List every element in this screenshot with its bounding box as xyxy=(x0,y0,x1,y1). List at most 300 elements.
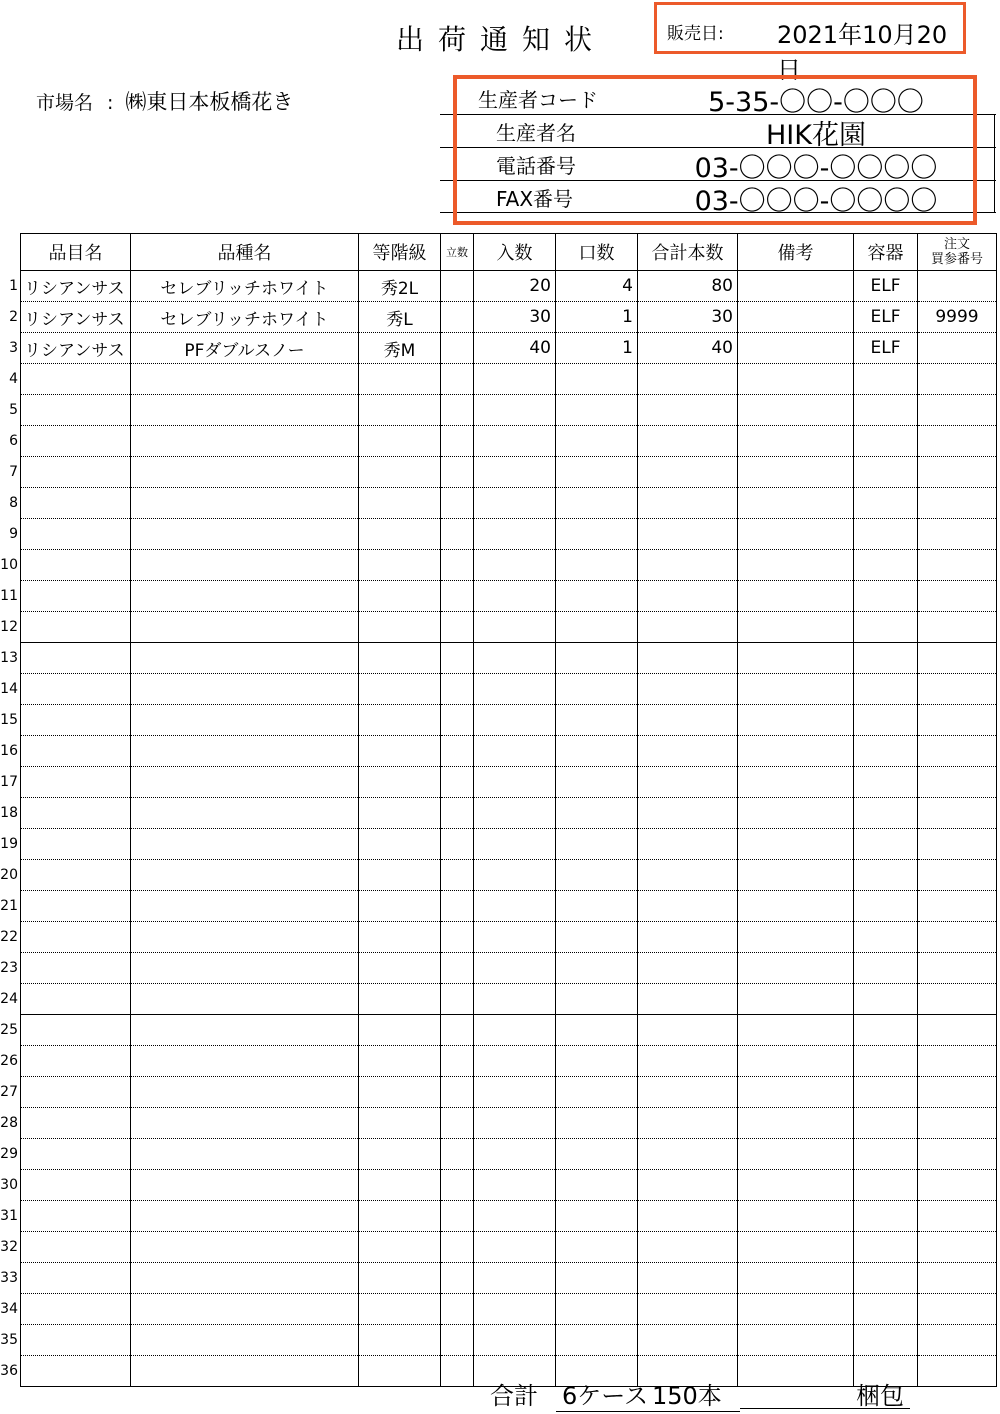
header-order-no-line: 買参番号 xyxy=(930,252,983,267)
row-variety xyxy=(131,395,359,426)
row-item xyxy=(21,705,131,736)
row-total xyxy=(638,550,738,581)
row-container xyxy=(854,674,918,705)
row-stand xyxy=(441,364,474,395)
row-number: 36 xyxy=(0,1362,18,1379)
row-stand xyxy=(441,922,474,953)
row-per-case xyxy=(474,1077,556,1108)
row-container xyxy=(854,395,918,426)
row-order-no xyxy=(918,1263,997,1294)
row-note xyxy=(738,302,854,333)
row-total xyxy=(638,643,738,674)
row-container xyxy=(854,550,918,581)
row-total: 30 xyxy=(638,302,738,333)
row-item: リシアンサス xyxy=(21,271,131,302)
table-row xyxy=(21,891,997,922)
header-variety: 品種名 xyxy=(131,234,359,271)
row-note xyxy=(738,1325,854,1356)
row-stand xyxy=(441,674,474,705)
row-variety xyxy=(131,736,359,767)
table-row xyxy=(21,705,997,736)
row-number: 22 xyxy=(0,928,18,945)
header-order-no xyxy=(918,234,997,271)
row-order-no xyxy=(918,1046,997,1077)
row-stand xyxy=(441,643,474,674)
row-grade xyxy=(359,829,441,860)
table-row xyxy=(21,1108,997,1139)
row-container xyxy=(854,488,918,519)
row-container xyxy=(854,953,918,984)
row-note xyxy=(738,860,854,891)
row-variety xyxy=(131,798,359,829)
row-order-no xyxy=(918,860,997,891)
row-number: 14 xyxy=(0,680,18,697)
row-stand xyxy=(441,1170,474,1201)
row-per-case xyxy=(474,705,556,736)
row-stand xyxy=(441,271,474,302)
row-container xyxy=(854,426,918,457)
table-row xyxy=(21,1201,997,1232)
row-item xyxy=(21,674,131,705)
table-row xyxy=(21,302,997,333)
row-note xyxy=(738,457,854,488)
row-stand xyxy=(441,829,474,860)
row-grade xyxy=(359,550,441,581)
row-variety xyxy=(131,705,359,736)
row-total xyxy=(638,395,738,426)
row-number: 19 xyxy=(0,835,18,852)
row-note xyxy=(738,1108,854,1139)
row-note xyxy=(738,612,854,643)
row-number: 29 xyxy=(0,1145,18,1162)
row-number: 8 xyxy=(9,494,18,511)
table-row xyxy=(21,1294,997,1325)
row-note xyxy=(738,767,854,798)
row-per-case xyxy=(474,798,556,829)
row-number: 6 xyxy=(9,432,18,449)
row-number: 23 xyxy=(0,959,18,976)
row-item xyxy=(21,550,131,581)
table-row xyxy=(21,1263,997,1294)
row-cases xyxy=(556,984,638,1015)
row-note xyxy=(738,922,854,953)
row-number: 7 xyxy=(9,463,18,480)
row-per-case xyxy=(474,767,556,798)
row-grade: 秀2L xyxy=(359,271,441,302)
row-number: 33 xyxy=(0,1269,18,1286)
row-container xyxy=(854,1139,918,1170)
table-row xyxy=(21,860,997,891)
row-stand xyxy=(441,1325,474,1356)
row-note xyxy=(738,984,854,1015)
row-variety xyxy=(131,426,359,457)
row-per-case xyxy=(474,1170,556,1201)
row-number: 30 xyxy=(0,1176,18,1193)
row-cases xyxy=(556,860,638,891)
market-line xyxy=(36,86,293,116)
row-order-no xyxy=(918,736,997,767)
row-per-case xyxy=(474,1263,556,1294)
row-total xyxy=(638,705,738,736)
row-container xyxy=(854,705,918,736)
row-note xyxy=(738,829,854,860)
row-cases xyxy=(556,426,638,457)
row-cases: 1 xyxy=(556,333,638,364)
row-order-no xyxy=(918,798,997,829)
row-order-no xyxy=(918,457,997,488)
row-grade xyxy=(359,1077,441,1108)
row-per-case xyxy=(474,643,556,674)
row-container: ELF xyxy=(854,302,918,333)
row-order-no xyxy=(918,643,997,674)
row-cases xyxy=(556,953,638,984)
row-grade xyxy=(359,364,441,395)
row-container xyxy=(854,984,918,1015)
row-variety xyxy=(131,643,359,674)
row-per-case xyxy=(474,612,556,643)
row-item xyxy=(21,1077,131,1108)
row-per-case xyxy=(474,953,556,984)
row-total xyxy=(638,612,738,643)
row-order-no xyxy=(918,271,997,302)
row-note xyxy=(738,891,854,922)
row-order-no xyxy=(918,333,997,364)
row-cases xyxy=(556,736,638,767)
row-grade xyxy=(359,705,441,736)
row-cases xyxy=(556,1046,638,1077)
row-container xyxy=(854,1232,918,1263)
row-variety xyxy=(131,1108,359,1139)
row-grade xyxy=(359,1015,441,1046)
fax-label: FAX番号 xyxy=(496,187,574,211)
row-number: 13 xyxy=(0,649,18,666)
row-container xyxy=(854,1263,918,1294)
row-order-no xyxy=(918,1015,997,1046)
row-item xyxy=(21,612,131,643)
row-grade xyxy=(359,1325,441,1356)
table-row xyxy=(21,395,997,426)
row-cases xyxy=(556,922,638,953)
row-grade xyxy=(359,767,441,798)
row-variety xyxy=(131,922,359,953)
row-number: 2 xyxy=(9,308,18,325)
producer-code-label: 生産者コード xyxy=(478,88,598,112)
row-stand xyxy=(441,302,474,333)
row-total xyxy=(638,1294,738,1325)
total-cases: 6ケース xyxy=(556,1376,662,1412)
row-variety xyxy=(131,457,359,488)
row-total xyxy=(638,860,738,891)
row-stand xyxy=(441,550,474,581)
header-order-no-line: 注文 xyxy=(943,237,970,252)
row-stand xyxy=(441,395,474,426)
row-stand xyxy=(441,488,474,519)
row-container xyxy=(854,519,918,550)
row-stand xyxy=(441,1201,474,1232)
row-variety xyxy=(131,612,359,643)
row-stand xyxy=(441,953,474,984)
row-total: 40 xyxy=(638,333,738,364)
row-per-case xyxy=(474,1232,556,1263)
row-total xyxy=(638,1015,738,1046)
row-per-case xyxy=(474,984,556,1015)
row-cases xyxy=(556,550,638,581)
row-number: 3 xyxy=(9,339,18,356)
row-note xyxy=(738,426,854,457)
table-row xyxy=(21,953,997,984)
row-order-no xyxy=(918,1108,997,1139)
row-cases xyxy=(556,1294,638,1325)
row-item xyxy=(21,488,131,519)
table-row xyxy=(21,767,997,798)
row-item xyxy=(21,767,131,798)
row-number: 24 xyxy=(0,990,18,1007)
row-stand xyxy=(441,1232,474,1263)
row-item xyxy=(21,1294,131,1325)
row-grade: 秀M xyxy=(359,333,441,364)
row-container xyxy=(854,612,918,643)
row-item xyxy=(21,984,131,1015)
row-per-case xyxy=(474,457,556,488)
header-stand: 立数 xyxy=(441,234,474,271)
row-order-no xyxy=(918,426,997,457)
row-stand xyxy=(441,736,474,767)
row-variety xyxy=(131,1170,359,1201)
row-total xyxy=(638,829,738,860)
row-total xyxy=(638,891,738,922)
row-per-case xyxy=(474,891,556,922)
row-total xyxy=(638,426,738,457)
row-stand xyxy=(441,705,474,736)
row-container xyxy=(854,829,918,860)
phone-value: 03-〇〇〇-〇〇〇〇 xyxy=(694,153,938,184)
table-row xyxy=(21,984,997,1015)
row-cases xyxy=(556,674,638,705)
row-per-case xyxy=(474,829,556,860)
row-note xyxy=(738,1356,854,1387)
row-stand xyxy=(441,1294,474,1325)
row-per-case xyxy=(474,364,556,395)
row-total xyxy=(638,953,738,984)
row-stand xyxy=(441,1108,474,1139)
row-total xyxy=(638,1046,738,1077)
row-cases xyxy=(556,1325,638,1356)
row-grade xyxy=(359,612,441,643)
row-stand xyxy=(441,860,474,891)
row-note xyxy=(738,1077,854,1108)
row-total xyxy=(638,457,738,488)
row-number: 25 xyxy=(0,1021,18,1038)
row-order-no xyxy=(918,364,997,395)
producer-highlight-box xyxy=(453,75,977,225)
row-number: 17 xyxy=(0,773,18,790)
row-cases xyxy=(556,519,638,550)
row-item xyxy=(21,1046,131,1077)
sale-date-label: 販売日: xyxy=(667,24,724,44)
phone-label: 電話番号 xyxy=(496,154,576,178)
row-stand xyxy=(441,581,474,612)
header-grade: 等階級 xyxy=(359,234,441,271)
row-number: 5 xyxy=(9,401,18,418)
row-order-no xyxy=(918,1201,997,1232)
row-number: 21 xyxy=(0,897,18,914)
row-grade xyxy=(359,922,441,953)
row-order-no xyxy=(918,984,997,1015)
row-item xyxy=(21,395,131,426)
row-container xyxy=(854,1325,918,1356)
row-number: 34 xyxy=(0,1300,18,1317)
row-order-no xyxy=(918,891,997,922)
row-grade xyxy=(359,643,441,674)
row-container xyxy=(854,891,918,922)
row-variety xyxy=(131,1294,359,1325)
row-container: ELF xyxy=(854,271,918,302)
row-grade xyxy=(359,984,441,1015)
table-row xyxy=(21,1046,997,1077)
row-variety xyxy=(131,1201,359,1232)
row-cases xyxy=(556,891,638,922)
row-grade xyxy=(359,1356,441,1387)
row-total xyxy=(638,736,738,767)
row-item: リシアンサス xyxy=(21,333,131,364)
row-container xyxy=(854,1046,918,1077)
row-grade xyxy=(359,1108,441,1139)
row-total xyxy=(638,1232,738,1263)
row-per-case xyxy=(474,488,556,519)
row-order-no xyxy=(918,1077,997,1108)
row-note xyxy=(738,550,854,581)
row-number: 12 xyxy=(0,618,18,635)
row-grade xyxy=(359,1263,441,1294)
row-item xyxy=(21,1263,131,1294)
table-row xyxy=(21,1170,997,1201)
sale-date-box xyxy=(654,2,966,84)
producer-name-label: 生産者名 xyxy=(496,121,576,145)
row-cases xyxy=(556,1232,638,1263)
row-per-case: 40 xyxy=(474,333,556,364)
header-note: 備考 xyxy=(738,234,854,271)
row-variety xyxy=(131,1015,359,1046)
row-per-case xyxy=(474,395,556,426)
row-order-no xyxy=(918,1294,997,1325)
row-number: 35 xyxy=(0,1331,18,1348)
row-container xyxy=(854,364,918,395)
row-item xyxy=(21,798,131,829)
table-row xyxy=(21,1325,997,1356)
row-note xyxy=(738,271,854,302)
row-variety xyxy=(131,767,359,798)
row-variety xyxy=(131,519,359,550)
row-note xyxy=(738,488,854,519)
row-number: 4 xyxy=(9,370,18,387)
row-grade xyxy=(359,1294,441,1325)
row-number: 26 xyxy=(0,1052,18,1069)
row-item xyxy=(21,922,131,953)
row-grade xyxy=(359,736,441,767)
row-per-case xyxy=(474,1139,556,1170)
row-order-no xyxy=(918,705,997,736)
row-note xyxy=(738,1232,854,1263)
row-stand xyxy=(441,1139,474,1170)
row-variety xyxy=(131,1046,359,1077)
row-stand xyxy=(441,1046,474,1077)
row-grade xyxy=(359,1201,441,1232)
header-item: 品目名 xyxy=(21,234,131,271)
row-total: 80 xyxy=(638,271,738,302)
row-note xyxy=(738,1201,854,1232)
row-variety xyxy=(131,488,359,519)
row-per-case xyxy=(474,1325,556,1356)
row-number: 9 xyxy=(9,525,18,542)
table-row xyxy=(21,643,997,674)
table-row xyxy=(21,550,997,581)
row-item xyxy=(21,1139,131,1170)
row-item xyxy=(21,860,131,891)
row-stand xyxy=(441,457,474,488)
row-item xyxy=(21,829,131,860)
row-cases xyxy=(556,1170,638,1201)
row-order-no xyxy=(918,550,997,581)
header-container: 容器 xyxy=(854,234,918,271)
row-stand xyxy=(441,767,474,798)
row-stand xyxy=(441,798,474,829)
table-header-row xyxy=(21,234,997,271)
row-per-case xyxy=(474,519,556,550)
table-row xyxy=(21,612,997,643)
row-stand xyxy=(441,426,474,457)
row-note xyxy=(738,643,854,674)
row-variety xyxy=(131,829,359,860)
row-item xyxy=(21,1325,131,1356)
row-number: 15 xyxy=(0,711,18,728)
header-per-case: 入数 xyxy=(474,234,556,271)
row-cases xyxy=(556,829,638,860)
row-per-case xyxy=(474,674,556,705)
row-note xyxy=(738,736,854,767)
producer-code-value: 5-35-〇〇-〇〇〇 xyxy=(708,87,924,118)
row-note xyxy=(738,1139,854,1170)
row-item xyxy=(21,519,131,550)
row-order-no xyxy=(918,1325,997,1356)
row-container xyxy=(854,767,918,798)
row-item: リシアンサス xyxy=(21,302,131,333)
row-cases xyxy=(556,705,638,736)
row-note xyxy=(738,1263,854,1294)
row-per-case xyxy=(474,1046,556,1077)
row-order-no xyxy=(918,581,997,612)
table-row xyxy=(21,674,997,705)
row-per-case xyxy=(474,581,556,612)
row-container xyxy=(854,736,918,767)
row-cases xyxy=(556,1077,638,1108)
row-item xyxy=(21,643,131,674)
row-cases xyxy=(556,488,638,519)
row-stand xyxy=(441,612,474,643)
row-grade xyxy=(359,457,441,488)
row-item xyxy=(21,1108,131,1139)
row-total xyxy=(638,984,738,1015)
table-row xyxy=(21,736,997,767)
sale-date-value: 2021年10月20日 xyxy=(777,21,948,84)
row-grade xyxy=(359,798,441,829)
row-number: 27 xyxy=(0,1083,18,1100)
row-stand xyxy=(441,333,474,364)
row-container xyxy=(854,860,918,891)
row-cases xyxy=(556,1201,638,1232)
row-container xyxy=(854,798,918,829)
row-grade xyxy=(359,953,441,984)
producer-name-value: HIK花園 xyxy=(766,120,866,151)
